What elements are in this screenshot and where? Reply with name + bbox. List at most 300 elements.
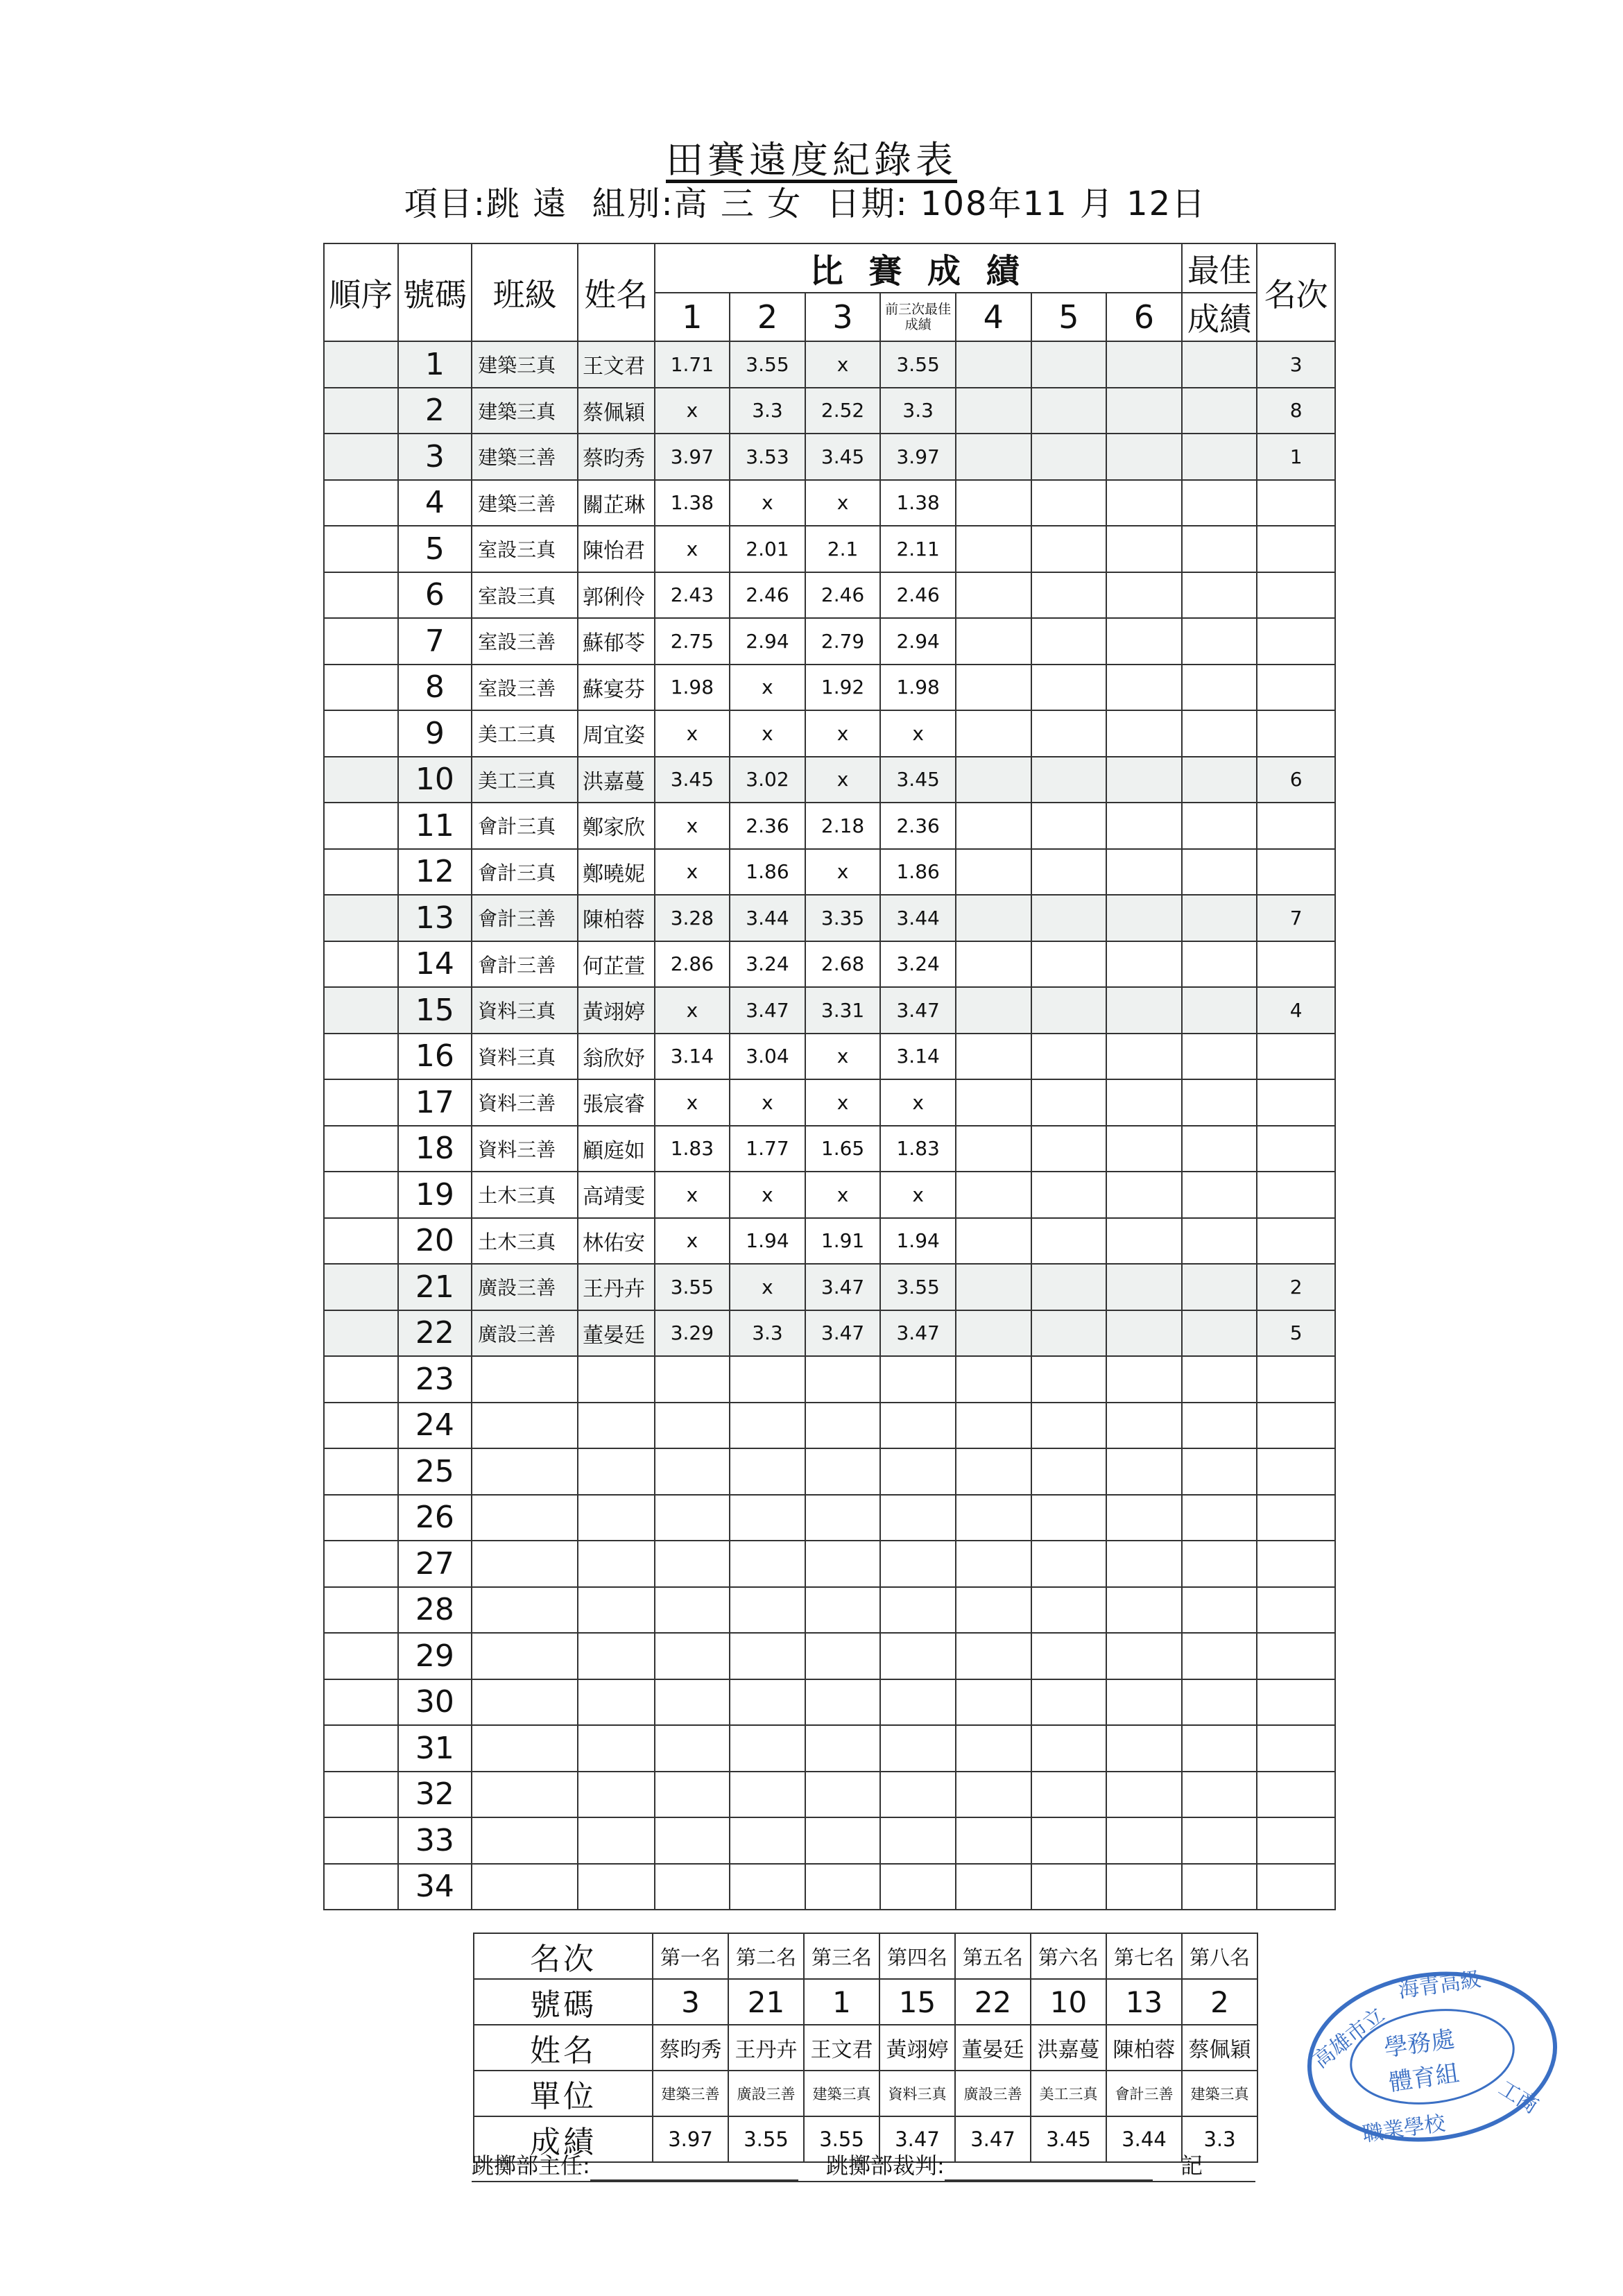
- trial-3-cell: 2.18: [805, 803, 881, 849]
- top3-best-cell: [880, 1541, 956, 1587]
- order-cell: [324, 1310, 398, 1357]
- rank-cell: 4: [1257, 987, 1335, 1034]
- trial-2-cell: x: [730, 1079, 805, 1126]
- trial-4-cell: [956, 1448, 1031, 1495]
- summary-number-cell: 1: [804, 1979, 879, 2025]
- trial-3-cell: [805, 1541, 881, 1587]
- number-cell: 5: [398, 526, 472, 572]
- trial-4-cell: [956, 526, 1031, 572]
- svg-text:學務處: 學務處: [1382, 2025, 1457, 2063]
- trial-1-cell: 3.28: [655, 895, 730, 941]
- summary-table: [473, 1933, 1258, 2163]
- trial-4-cell: [956, 803, 1031, 849]
- table-row: [324, 1541, 1335, 1587]
- name-cell: [578, 1403, 655, 1449]
- best-cell: [1182, 1126, 1257, 1172]
- trial-6-cell: [1106, 1448, 1182, 1495]
- trial-6-cell: [1106, 895, 1182, 941]
- trial-2-cell: 1.86: [730, 849, 805, 896]
- class-cell: 室設三真: [472, 526, 578, 572]
- rank-cell: [1257, 1864, 1335, 1910]
- event-group: 高 三 女: [673, 185, 802, 223]
- rank-cell: [1257, 618, 1335, 665]
- best-cell: [1182, 710, 1257, 757]
- school-seal: [1293, 1953, 1571, 2160]
- class-cell: 室設三善: [472, 665, 578, 711]
- trial-2-cell: 3.55: [730, 341, 805, 388]
- trial-5-cell: [1031, 665, 1107, 711]
- trial-6-cell: [1106, 1772, 1182, 1818]
- name-cell: [578, 1817, 655, 1864]
- trial-5-cell: [1031, 1587, 1107, 1634]
- best-cell: [1182, 480, 1257, 526]
- number-cell: 21: [398, 1264, 472, 1310]
- order-cell: [324, 1172, 398, 1218]
- number-cell: 31: [398, 1725, 472, 1772]
- trial-6-cell: [1106, 1310, 1182, 1357]
- order-cell: [324, 895, 398, 941]
- number-cell: 9: [398, 710, 472, 757]
- top3-best-cell: 2.11: [880, 526, 956, 572]
- header-trial-4: 4: [956, 293, 1031, 341]
- class-cell: 會計三真: [472, 803, 578, 849]
- rank-cell: [1257, 1587, 1335, 1634]
- trial-3-cell: [805, 1864, 881, 1910]
- trial-6-cell: [1106, 710, 1182, 757]
- trial-2-cell: x: [730, 665, 805, 711]
- trial-1-cell: x: [655, 849, 730, 896]
- trial-6-cell: [1106, 526, 1182, 572]
- trial-1-cell: 1.38: [655, 480, 730, 526]
- class-cell: 資料三善: [472, 1126, 578, 1172]
- table-row: [324, 1403, 1335, 1449]
- trial-6-cell: [1106, 1633, 1182, 1679]
- trial-1-cell: x: [655, 1172, 730, 1218]
- summary-name-cell: 王丹卉: [728, 2025, 804, 2071]
- trial-4-cell: [956, 1772, 1031, 1818]
- trial-1-cell: 3.45: [655, 757, 730, 803]
- class-cell: [472, 1817, 578, 1864]
- trial-4-cell: [956, 1725, 1031, 1772]
- top3-best-cell: [880, 1772, 956, 1818]
- name-cell: 翁欣妤: [578, 1034, 655, 1080]
- table-row: [324, 480, 1335, 526]
- number-cell: 23: [398, 1356, 472, 1403]
- table-row: [324, 987, 1335, 1034]
- trial-6-cell: [1106, 849, 1182, 896]
- trial-1-cell: [655, 1633, 730, 1679]
- trial-5-cell: [1031, 341, 1107, 388]
- trial-1-cell: 2.75: [655, 618, 730, 665]
- best-cell: [1182, 895, 1257, 941]
- table-row: [324, 1817, 1335, 1864]
- trial-6-cell: [1106, 987, 1182, 1034]
- trial-5-cell: [1031, 1633, 1107, 1679]
- trial-4-cell: [956, 1218, 1031, 1265]
- trial-5-cell: [1031, 1725, 1107, 1772]
- top3-best-cell: 1.86: [880, 849, 956, 896]
- class-cell: 資料三真: [472, 1034, 578, 1080]
- trial-4-cell: [956, 895, 1031, 941]
- best-cell: [1182, 1495, 1257, 1541]
- table-row: [324, 665, 1335, 711]
- summary-score-cell: 3.44: [1106, 2116, 1182, 2162]
- rank-cell: 3: [1257, 341, 1335, 388]
- trial-4-cell: [956, 1679, 1031, 1726]
- trial-2-cell: 3.47: [730, 987, 805, 1034]
- trial-2-cell: [730, 1772, 805, 1818]
- trial-2-cell: 2.94: [730, 618, 805, 665]
- trial-5-cell: [1031, 757, 1107, 803]
- name-cell: 何芷萱: [578, 941, 655, 988]
- trial-6-cell: [1106, 618, 1182, 665]
- trial-3-cell: 3.31: [805, 987, 881, 1034]
- trial-2-cell: 1.94: [730, 1218, 805, 1265]
- summary-unit-row: [474, 2071, 1257, 2116]
- summary-unit-cell: 廣設三善: [728, 2071, 804, 2116]
- class-cell: [472, 1864, 578, 1910]
- top3-best-cell: [880, 1679, 956, 1726]
- class-cell: 建築三真: [472, 341, 578, 388]
- name-cell: 董晏廷: [578, 1310, 655, 1357]
- trial-3-cell: 2.68: [805, 941, 881, 988]
- order-cell: [324, 1679, 398, 1726]
- trial-3-cell: 3.35: [805, 895, 881, 941]
- trial-2-cell: [730, 1495, 805, 1541]
- class-cell: [472, 1587, 578, 1634]
- trial-5-cell: [1031, 1817, 1107, 1864]
- class-cell: 美工三真: [472, 757, 578, 803]
- order-cell: [324, 803, 398, 849]
- top3-best-cell: 2.36: [880, 803, 956, 849]
- trial-3-cell: 2.52: [805, 388, 881, 434]
- top3-best-cell: 3.44: [880, 895, 956, 941]
- table-row: [324, 1448, 1335, 1495]
- trial-5-cell: [1031, 1403, 1107, 1449]
- judge-signature-blank[interactable]: [945, 2159, 1153, 2181]
- summary-score-cell: 3.47: [879, 2116, 955, 2162]
- summary-name-cell: 陳柏蓉: [1106, 2025, 1182, 2071]
- trial-4-cell: [956, 1126, 1031, 1172]
- number-cell: 7: [398, 618, 472, 665]
- rank-cell: 7: [1257, 895, 1335, 941]
- header-trial-1: 1: [655, 293, 730, 341]
- event-date: 108年11 月 12日: [920, 185, 1207, 223]
- trial-4-cell: [956, 1034, 1031, 1080]
- number-cell: 14: [398, 941, 472, 988]
- trial-1-cell: [655, 1356, 730, 1403]
- trial-4-cell: [956, 1172, 1031, 1218]
- trial-4-cell: [956, 572, 1031, 619]
- trial-5-cell: [1031, 1264, 1107, 1310]
- order-cell: [324, 480, 398, 526]
- trial-2-cell: x: [730, 710, 805, 757]
- summary-name-cell: 蔡昀秀: [653, 2025, 728, 2071]
- summary-unit-cell: 資料三真: [879, 2071, 955, 2116]
- best-cell: [1182, 1034, 1257, 1080]
- trial-5-cell: [1031, 388, 1107, 434]
- trial-6-cell: [1106, 1356, 1182, 1403]
- best-cell: [1182, 572, 1257, 619]
- order-cell: [324, 618, 398, 665]
- trial-6-cell: [1106, 1495, 1182, 1541]
- trial-3-cell: 1.65: [805, 1126, 881, 1172]
- number-cell: 19: [398, 1172, 472, 1218]
- order-cell: [324, 849, 398, 896]
- class-cell: 資料三善: [472, 1079, 578, 1126]
- best-cell: [1182, 341, 1257, 388]
- name-cell: 高靖雯: [578, 1172, 655, 1218]
- table-row: [324, 757, 1335, 803]
- trial-6-cell: [1106, 1679, 1182, 1726]
- order-cell: [324, 1587, 398, 1634]
- class-cell: [472, 1679, 578, 1726]
- rank-cell: [1257, 572, 1335, 619]
- trial-3-cell: 2.46: [805, 572, 881, 619]
- class-cell: 室設三善: [472, 618, 578, 665]
- summary-unit-cell: 建築三真: [804, 2071, 879, 2116]
- number-cell: 4: [398, 480, 472, 526]
- table-row: [324, 895, 1335, 941]
- director-signature-blank[interactable]: [590, 2159, 798, 2181]
- summary-score-cell: 3.45: [1031, 2116, 1106, 2162]
- order-cell: [324, 987, 398, 1034]
- order-cell: [324, 1079, 398, 1126]
- table-row: [324, 1772, 1335, 1818]
- trial-2-cell: 2.01: [730, 526, 805, 572]
- table-row: [324, 1495, 1335, 1541]
- name-cell: 陳柏蓉: [578, 895, 655, 941]
- order-cell: [324, 526, 398, 572]
- class-cell: 會計三善: [472, 941, 578, 988]
- rank-cell: [1257, 1079, 1335, 1126]
- top3-best-cell: [880, 1864, 956, 1910]
- svg-text:海青高級: 海青高級: [1396, 1967, 1483, 2003]
- trial-6-cell: [1106, 665, 1182, 711]
- rank-cell: [1257, 1403, 1335, 1449]
- rank-cell: [1257, 526, 1335, 572]
- name-cell: [578, 1448, 655, 1495]
- director-signature-label: 跳擲部主任:: [472, 2152, 590, 2179]
- trial-2-cell: 3.53: [730, 434, 805, 480]
- trial-5-cell: [1031, 1541, 1107, 1587]
- trial-3-cell: x: [805, 1172, 881, 1218]
- trial-4-cell: [956, 434, 1031, 480]
- top3-best-cell: [880, 1403, 956, 1449]
- header-trial-6: 6: [1106, 293, 1182, 341]
- summary-score-cell: 3.55: [728, 2116, 804, 2162]
- trial-5-cell: [1031, 1218, 1107, 1265]
- table-row: [324, 388, 1335, 434]
- trial-4-cell: [956, 1310, 1031, 1357]
- best-cell: [1182, 388, 1257, 434]
- trial-2-cell: [730, 1403, 805, 1449]
- trial-2-cell: [730, 1679, 805, 1726]
- order-cell: [324, 1633, 398, 1679]
- trial-6-cell: [1106, 1264, 1182, 1310]
- summary-number-cell: 13: [1106, 1979, 1182, 2025]
- rank-cell: [1257, 1448, 1335, 1495]
- top3-best-cell: x: [880, 1079, 956, 1126]
- trial-5-cell: [1031, 941, 1107, 988]
- trial-4-cell: [956, 941, 1031, 988]
- number-cell: 22: [398, 1310, 472, 1357]
- rank-cell: [1257, 1034, 1335, 1080]
- order-cell: [324, 1725, 398, 1772]
- best-cell: [1182, 1772, 1257, 1818]
- trial-4-cell: [956, 341, 1031, 388]
- number-cell: 24: [398, 1403, 472, 1449]
- number-cell: 26: [398, 1495, 472, 1541]
- summary-number-cell: 3: [653, 1979, 728, 2025]
- trial-3-cell: [805, 1772, 881, 1818]
- order-cell: [324, 1264, 398, 1310]
- order-cell: [324, 1218, 398, 1265]
- number-cell: 1: [398, 341, 472, 388]
- trial-1-cell: [655, 1541, 730, 1587]
- trial-5-cell: [1031, 710, 1107, 757]
- rank-cell: [1257, 803, 1335, 849]
- svg-text:高雄市立: 高雄市立: [1308, 2003, 1390, 2073]
- trial-2-cell: x: [730, 1172, 805, 1218]
- name-cell: [578, 1541, 655, 1587]
- trial-1-cell: 3.29: [655, 1310, 730, 1357]
- svg-text:體育組: 體育組: [1386, 2059, 1461, 2097]
- number-cell: 25: [398, 1448, 472, 1495]
- name-cell: 蘇郁苓: [578, 618, 655, 665]
- trial-2-cell: [730, 1448, 805, 1495]
- rank-cell: [1257, 1633, 1335, 1679]
- summary-number-cell: 22: [955, 1979, 1031, 2025]
- order-cell: [324, 1126, 398, 1172]
- number-cell: 11: [398, 803, 472, 849]
- number-cell: 3: [398, 434, 472, 480]
- trial-6-cell: [1106, 1725, 1182, 1772]
- summary-row-label: 姓名: [474, 2025, 653, 2071]
- trial-2-cell: 3.24: [730, 941, 805, 988]
- trial-3-cell: [805, 1587, 881, 1634]
- header-best-top: 最佳: [1182, 243, 1257, 293]
- trial-6-cell: [1106, 941, 1182, 988]
- trial-2-cell: [730, 1633, 805, 1679]
- top3-best-cell: 3.45: [880, 757, 956, 803]
- rank-cell: [1257, 1218, 1335, 1265]
- name-cell: [578, 1772, 655, 1818]
- number-cell: 16: [398, 1034, 472, 1080]
- trial-4-cell: [956, 710, 1031, 757]
- trial-5-cell: [1031, 987, 1107, 1034]
- table-row: [324, 1079, 1335, 1126]
- trial-4-cell: [956, 1079, 1031, 1126]
- summary-score-cell: 3.55: [804, 2116, 879, 2162]
- summary-row-label: 名次: [474, 1933, 653, 1979]
- name-cell: [578, 1725, 655, 1772]
- trial-6-cell: [1106, 1079, 1182, 1126]
- trial-1-cell: [655, 1725, 730, 1772]
- best-cell: [1182, 1218, 1257, 1265]
- trial-4-cell: [956, 1495, 1031, 1541]
- trial-4-cell: [956, 1356, 1031, 1403]
- summary-unit-cell: 建築三真: [1182, 2071, 1257, 2116]
- number-cell: 10: [398, 757, 472, 803]
- trial-3-cell: 1.91: [805, 1218, 881, 1265]
- trial-1-cell: [655, 1679, 730, 1726]
- summary-score-cell: 3.97: [653, 2116, 728, 2162]
- rank-cell: [1257, 849, 1335, 896]
- top3-best-cell: 1.98: [880, 665, 956, 711]
- summary-number-cell: 10: [1031, 1979, 1106, 2025]
- summary-score-cell: 3.3: [1182, 2116, 1257, 2162]
- trial-4-cell: [956, 987, 1031, 1034]
- summary-name-cell: 董晏廷: [955, 2025, 1031, 2071]
- best-cell: [1182, 803, 1257, 849]
- best-cell: [1182, 1310, 1257, 1357]
- best-cell: [1182, 757, 1257, 803]
- trial-2-cell: 3.02: [730, 757, 805, 803]
- trial-6-cell: [1106, 757, 1182, 803]
- number-cell: 2: [398, 388, 472, 434]
- class-cell: 會計三真: [472, 849, 578, 896]
- class-cell: [472, 1356, 578, 1403]
- name-cell: 林佑安: [578, 1218, 655, 1265]
- trial-2-cell: 3.44: [730, 895, 805, 941]
- trial-1-cell: 3.14: [655, 1034, 730, 1080]
- trial-2-cell: [730, 1725, 805, 1772]
- trial-6-cell: [1106, 1864, 1182, 1910]
- trial-4-cell: [956, 1541, 1031, 1587]
- trial-3-cell: x: [805, 1079, 881, 1126]
- trial-5-cell: [1031, 1495, 1107, 1541]
- name-cell: 鄭家欣: [578, 803, 655, 849]
- order-cell: [324, 1448, 398, 1495]
- header-trial-5: 5: [1031, 293, 1107, 341]
- rank-cell: 5: [1257, 1310, 1335, 1357]
- class-cell: 室設三真: [472, 572, 578, 619]
- trial-5-cell: [1031, 1448, 1107, 1495]
- best-cell: [1182, 434, 1257, 480]
- number-cell: 30: [398, 1679, 472, 1726]
- svg-text:職業學校: 職業學校: [1361, 2111, 1447, 2147]
- trial-2-cell: [730, 1587, 805, 1634]
- summary-unit-cell: 建築三善: [653, 2071, 728, 2116]
- trial-4-cell: [956, 480, 1031, 526]
- table-row: [324, 1034, 1335, 1080]
- top3-best-cell: [880, 1495, 956, 1541]
- trial-4-cell: [956, 1403, 1031, 1449]
- trial-1-cell: x: [655, 710, 730, 757]
- trial-3-cell: [805, 1356, 881, 1403]
- trial-3-cell: [805, 1679, 881, 1726]
- summary-place-cell: 第四名: [879, 1933, 955, 1979]
- class-cell: 建築三善: [472, 434, 578, 480]
- trial-3-cell: x: [805, 1034, 881, 1080]
- best-cell: [1182, 849, 1257, 896]
- best-cell: [1182, 1356, 1257, 1403]
- name-cell: 張宸睿: [578, 1079, 655, 1126]
- name-cell: 陳怡君: [578, 526, 655, 572]
- best-cell: [1182, 1864, 1257, 1910]
- class-cell: [472, 1448, 578, 1495]
- trial-6-cell: [1106, 572, 1182, 619]
- header-best-bottom: 成績: [1182, 293, 1257, 341]
- name-cell: [578, 1679, 655, 1726]
- top3-best-cell: 2.94: [880, 618, 956, 665]
- top3-best-cell: 3.14: [880, 1034, 956, 1080]
- header-rank: 名次: [1257, 243, 1335, 341]
- trial-5-cell: [1031, 1079, 1107, 1126]
- trial-5-cell: [1031, 1310, 1107, 1357]
- trial-2-cell: [730, 1864, 805, 1910]
